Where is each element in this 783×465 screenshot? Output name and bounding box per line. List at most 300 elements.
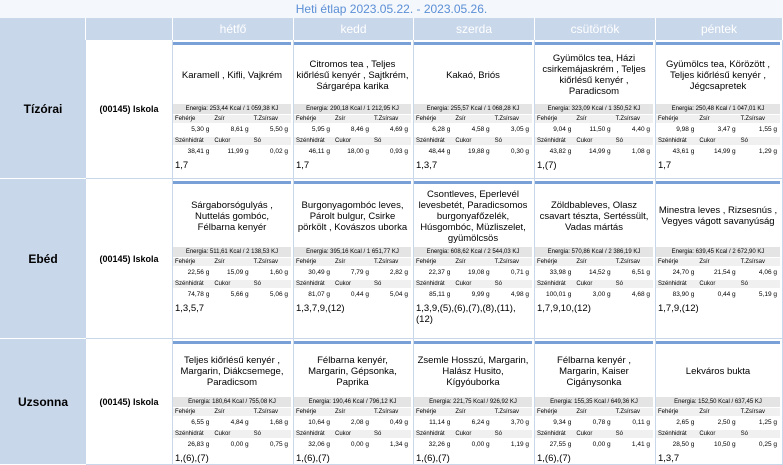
nutrient-value-protein: 6,55 g [191,419,210,426]
nutrient-values-row [173,266,291,280]
nutrient-value-sugar: 19,88 g [467,148,490,155]
nutrient-labels-row [414,137,532,145]
dish-name: Citromos tea , Teljes kiőrlésű kenyér , Sajtkrém, Sárgarépa karika [296,58,409,92]
nutrient-label-protein: Fehérje [296,116,317,122]
nutrient-value-sugar: 0,44 g [717,291,736,298]
nutrient-label-carb: Szénhidrát [296,138,325,144]
nutrient-value-salt: 1,29 g [758,148,777,155]
dish-name: Lekváros bukta [685,365,751,377]
cell-top-bar [535,341,653,344]
nutrient-label-carb: Szénhidrát [537,138,566,144]
day-header-thursday: csütörtök [535,18,656,40]
energy-value: Energia: 639,45 Kcal / 2 672,90 KJ [656,247,780,257]
energy-value: Energia: 253,44 Kcal / 1 059,38 KJ [173,104,291,114]
school-label: (00145) Iskola [86,179,173,339]
nutrient-label-fat: Zsír [455,259,466,265]
cell-top-bar [173,181,291,184]
nutrient-labels-row [414,408,532,416]
nutrient-value-carb: 32,26 g [428,441,451,448]
nutrient-value-salt: 0,25 g [758,441,777,448]
nutrient-value-protein: 24,70 g [672,269,695,276]
nutrient-labels-row [535,258,653,266]
nutrient-value-sugar: 0,00 g [350,441,369,448]
nutrient-label-sugar: Cukor [576,431,593,437]
nutrient-label-sugar: Cukor [214,431,231,437]
nutrient-label-salt: Só [373,431,382,437]
nutrient-label-sat_fat: T.Zsírsav [253,116,278,122]
page-title: Heti étlap 2023.05.22. - 2023.05.26. [0,0,783,18]
meal-label-uzsonna: Uzsonna [0,339,86,465]
nutrient-values-row [414,123,532,137]
nutrient-value-protein: 2,65 g [676,419,695,426]
nutrient-value-protein: 9,34 g [553,419,572,426]
header-school-spacer [86,18,173,40]
nutrient-value-sugar: 18,00 g [347,148,369,155]
nutrient-value-sat_fat: 2,82 g [389,269,408,276]
nutrient-values-row [294,145,411,159]
nutrient-label-sugar: Cukor [455,281,472,287]
nutrient-value-carb: 27,55 g [549,441,572,448]
nutrient-labels-row [414,280,532,288]
menu-cell-uzsonna-monday[interactable] [173,339,294,465]
nutrient-values-row [656,288,780,302]
nutrient-values-row [414,416,532,430]
nutrient-label-salt: Só [740,431,748,437]
nutrient-label-fat: Zsír [576,259,587,265]
allergen-codes: 1,3,7 [416,160,438,171]
nutrient-label-fat: Zsír [576,409,587,415]
nutrient-value-carb: 83,90 g [672,291,695,298]
nutrient-label-salt: Só [373,281,382,287]
day-header-friday: péntek [656,18,783,40]
nutrient-value-salt: 1,34 g [389,441,408,448]
nutrient-label-carb: Szénhidrát [658,431,687,437]
menu-cell-tizorai-friday[interactable] [656,40,783,179]
nutrient-label-salt: Só [615,281,623,287]
cell-top-bar [656,42,780,45]
nutrient-values-row [173,145,291,159]
nutrient-value-fat: 21,54 g [713,269,736,276]
nutrient-values-row [294,438,411,452]
nutrient-value-sat_fat: 1,55 g [758,126,777,133]
nutrient-label-sat_fat: T.Zsírsav [373,409,399,415]
nutrient-value-sat_fat: 0,71 g [510,269,529,276]
nutrient-labels-row [535,115,653,123]
energy-value: Energia: 323,09 Kcal / 1 350,52 KJ [535,104,653,114]
nutrient-value-fat: 8,61 g [230,126,249,133]
nutrient-label-sat_fat: T.Zsírsav [615,259,640,265]
cell-top-bar [173,42,291,45]
energy-value: Energia: 152,50 Kcal / 637,45 KJ [656,397,780,407]
nutrient-label-carb: Szénhidrát [296,431,325,437]
nutrient-value-sugar: 0,00 g [230,441,249,448]
nutrient-value-protein: 30,49 g [308,269,330,276]
nutrient-label-fat: Zsír [214,409,225,415]
cell-top-bar [414,341,532,344]
allergen-codes: 1,(6),(7) [175,453,209,464]
dish-name: Minestra leves , Rizsesnús , Vegyes vágott savanyúság [658,205,778,227]
cell-top-bar [414,181,532,184]
nutrient-value-protein: 9,98 g [676,126,695,133]
dish-name: Zsemle Hosszú, Margarin, Halász Husito, Kígyóuborka [417,354,529,388]
nutrient-label-sat_fat: T.Zsírsav [373,116,399,122]
menu-cell-uzsonna-friday[interactable] [656,339,783,465]
allergen-codes: 1,7 [175,160,189,171]
nutrient-labels-row [656,280,780,288]
nutrient-values-row [535,123,653,137]
nutrient-label-carb: Szénhidrát [175,138,204,144]
nutrient-label-protein: Fehérje [658,409,679,415]
nutrient-label-sat_fat: T.Zsírsav [494,116,519,122]
nutrient-label-protein: Fehérje [416,116,437,122]
nutrient-label-fat: Zsír [699,409,710,415]
dish-name: Sárgaborsógulyás , Nuttelás gombóc, Félbarna kenyér [191,199,273,233]
nutrient-value-carb: 81,07 g [308,291,330,298]
nutrient-label-carb: Szénhidrát [658,281,687,287]
nutrient-label-salt: Só [494,138,502,144]
nutrient-label-sat_fat: T.Zsírsav [494,409,519,415]
nutrient-label-sugar: Cukor [214,138,231,144]
energy-value: Energia: 250,48 Kcal / 1 047,01 KJ [656,104,780,114]
nutrient-label-salt: Só [740,281,748,287]
nutrient-values-row [173,438,291,452]
day-header-monday: hétfő [173,18,294,40]
nutrient-label-fat: Zsír [214,259,225,265]
nutrient-value-fat: 0,78 g [592,419,611,426]
energy-value: Energia: 290,18 Kcal / 1 212,95 KJ [294,104,411,114]
nutrient-label-salt: Só [615,431,623,437]
nutrient-label-sugar: Cukor [214,281,231,287]
nutrient-labels-row [294,280,411,288]
nutrient-labels-row [294,430,411,438]
nutrient-label-sat_fat: T.Zsírsav [494,259,519,265]
nutrient-label-fat: Zsír [576,116,587,122]
school-label: (00145) Iskola [86,339,173,465]
nutrient-value-fat: 15,09 g [226,269,249,276]
allergen-codes: 1,(6),(7) [296,453,330,464]
nutrient-value-salt: 0,30 g [510,148,529,155]
energy-value: Energia: 255,57 Kcal / 1 068,28 KJ [414,104,532,114]
nutrient-values-row [656,123,780,137]
nutrient-value-carb: 48,44 g [428,148,451,155]
day-header-wednesday: szerda [414,18,535,40]
nutrient-value-sugar: 5,66 g [230,291,249,298]
nutrient-values-row [535,416,653,430]
nutrient-label-salt: Só [373,138,382,144]
nutrient-label-sat_fat: T.Zsírsav [740,116,765,122]
nutrient-label-sat_fat: T.Zsírsav [615,116,640,122]
nutrient-value-protein: 11,14 g [429,419,451,426]
nutrient-label-fat: Zsír [334,259,346,265]
menu-cell-ebed-tuesday[interactable] [294,179,414,339]
menu-cell-ebed-thursday[interactable] [535,179,656,339]
dish-name: Kakaó, Briós [446,69,500,81]
nutrient-value-sugar: 0,00 g [471,441,490,448]
nutrient-labels-row [535,280,653,288]
nutrient-label-sat_fat: T.Zsírsav [373,259,399,265]
nutrient-label-carb: Szénhidrát [175,281,204,287]
menu-cell-tizorai-wednesday[interactable] [414,40,535,179]
nutrient-label-sat_fat: T.Zsírsav [253,409,278,415]
nutrient-labels-row [173,430,291,438]
nutrient-label-fat: Zsír [455,409,466,415]
nutrient-label-sugar: Cukor [576,281,593,287]
energy-value: Energia: 511,61 Kcal / 2 138,53 KJ [173,247,291,257]
nutrient-value-fat: 2,08 g [350,419,369,426]
nutrient-labels-row [294,137,411,145]
nutrient-label-fat: Zsír [455,116,466,122]
cell-top-bar [656,181,780,184]
nutrient-value-fat: 6,24 g [471,419,490,426]
nutrient-value-fat: 2,50 g [717,419,736,426]
nutrient-value-protein: 22,56 g [187,269,210,276]
nutrient-labels-row [535,137,653,145]
nutrient-label-protein: Fehérje [175,409,196,415]
nutrient-value-fat: 4,58 g [471,126,490,133]
nutrient-label-sat_fat: T.Zsírsav [615,409,640,415]
nutrient-values-row [535,145,653,159]
nutrient-label-protein: Fehérje [537,259,558,265]
meal-label-tizorai: Tízórai [0,40,86,179]
nutrient-label-fat: Zsír [334,116,346,122]
nutrient-value-protein: 10,64 g [308,419,330,426]
energy-value: Energia: 221,75 Kcal / 926,92 KJ [414,397,532,407]
nutrient-labels-row [294,408,411,416]
nutrient-values-row [535,288,653,302]
energy-value: Energia: 155,35 Kcal / 649,36 KJ [535,397,653,407]
nutrient-label-sugar: Cukor [334,431,351,437]
nutrient-labels-row [173,280,291,288]
nutrient-value-protein: 33,98 g [549,269,572,276]
nutrient-label-fat: Zsír [699,116,710,122]
dish-name: Csontleves, Eperlevél levesbetét, Paradicsomos burgonyafőzelék, Húsgombóc, Müzliszelet, gyümölcsös [418,188,528,244]
nutrient-value-sat_fat: 6,51 g [631,269,650,276]
nutrient-value-sat_fat: 3,70 g [510,419,529,426]
nutrient-value-sat_fat: 3,05 g [510,126,529,133]
allergen-codes: 1,3,7 [658,453,680,464]
nutrient-label-protein: Fehérje [175,116,196,122]
nutrient-values-row [656,145,780,159]
nutrient-label-salt: Só [253,431,261,437]
energy-value: Energia: 180,64 Kcal / 755,08 KJ [173,397,291,407]
nutrient-labels-row [656,408,780,416]
nutrient-values-row [656,266,780,280]
allergen-codes: 1,7 [296,160,310,171]
cell-top-bar [535,42,653,45]
nutrient-value-salt: 5,06 g [269,291,288,298]
menu-cell-ebed-monday[interactable] [173,179,294,339]
menu-cell-tizorai-tuesday[interactable] [294,40,414,179]
nutrient-value-fat: 8,46 g [350,126,369,133]
header-corner [0,18,86,40]
nutrient-values-row [535,266,653,280]
nutrient-value-protein: 5,30 g [191,126,210,133]
nutrient-value-sat_fat: 4,40 g [631,126,650,133]
cell-top-bar [173,341,291,344]
nutrient-values-row [294,288,411,302]
nutrient-value-sat_fat: 4,69 g [389,126,408,133]
nutrient-value-carb: 43,82 g [549,148,572,155]
nutrient-value-fat: 7,79 g [350,269,369,276]
nutrient-label-salt: Só [740,138,748,144]
nutrient-value-sat_fat: 1,68 g [269,419,288,426]
menu-cell-uzsonna-tuesday[interactable] [294,339,414,465]
nutrient-value-salt: 0,75 g [269,441,288,448]
nutrient-value-sugar: 3,00 g [592,291,611,298]
nutrient-labels-row [414,430,532,438]
nutrient-label-sat_fat: T.Zsírsav [740,409,765,415]
nutrient-label-protein: Fehérje [658,259,679,265]
nutrient-value-carb: 100,01 g [546,291,572,298]
nutrient-value-sugar: 0,44 g [350,291,369,298]
nutrient-value-carb: 85,11 g [429,291,451,298]
nutrient-label-sugar: Cukor [699,281,716,287]
nutrient-label-sugar: Cukor [334,281,351,287]
nutrient-values-row [535,438,653,452]
nutrient-value-carb: 26,83 g [187,441,210,448]
nutrient-labels-row [294,258,411,266]
nutrient-labels-row [173,137,291,145]
nutrient-value-salt: 4,68 g [631,291,650,298]
nutrient-value-sugar: 11,99 g [227,148,249,155]
allergen-codes: 1,3,9,(5),(6),(7),(8),(11),(12) [416,303,516,325]
cell-top-bar [294,341,411,344]
nutrient-values-row [294,266,411,280]
nutrient-value-sugar: 0,00 g [592,441,611,448]
energy-value: Energia: 190,46 Kcal / 796,12 KJ [294,397,411,407]
energy-value: Energia: 608,62 Kcal / 2 544,03 KJ [414,247,532,257]
nutrient-labels-row [173,115,291,123]
nutrient-value-salt: 1,19 g [510,441,529,448]
menu-cell-ebed-friday[interactable] [656,179,783,339]
nutrient-value-fat: 19,08 g [467,269,490,276]
nutrient-values-row [414,438,532,452]
nutrient-values-row [414,288,532,302]
nutrient-label-protein: Fehérje [175,259,196,265]
nutrient-labels-row [294,115,411,123]
nutrient-label-salt: Só [494,281,502,287]
nutrient-value-sat_fat: 1,25 g [758,419,777,426]
nutrient-values-row [414,145,532,159]
nutrient-value-sat_fat: 5,50 g [269,126,288,133]
nutrient-labels-row [535,430,653,438]
dish-name: Gyümölcs tea, Házi csirkemájaskrém , Teljes kiőrlésű kenyér , Paradicsom [542,53,646,97]
nutrient-values-row [173,123,291,137]
nutrient-label-fat: Zsír [334,409,346,415]
cell-top-bar [656,341,780,344]
allergen-codes: 1,7,9,10,(12) [537,303,591,314]
nutrient-values-row [294,416,411,430]
nutrient-values-row [173,416,291,430]
nutrient-label-salt: Só [494,431,502,437]
menu-cell-uzsonna-wednesday[interactable] [414,339,535,465]
allergen-codes: 1,7 [658,160,672,171]
nutrient-label-salt: Só [253,281,261,287]
nutrient-value-carb: 32,06 g [308,441,330,448]
nutrient-value-sugar: 14,99 g [713,148,736,155]
nutrient-label-protein: Fehérje [296,409,317,415]
nutrient-label-sugar: Cukor [455,138,472,144]
nutrient-value-carb: 74,78 g [187,291,210,298]
nutrient-label-carb: Szénhidrát [296,281,325,287]
menu-cell-ebed-wednesday[interactable] [414,179,535,339]
nutrient-labels-row [173,408,291,416]
allergen-codes: 1,(6),(7) [416,453,450,464]
dish-name: Karamell , Kifli, Vajkrém [181,69,283,81]
nutrient-label-salt: Só [615,138,623,144]
menu-cell-tizorai-thursday[interactable] [535,40,656,179]
nutrient-value-salt: 5,19 g [758,291,777,298]
dish-name: Félbarna kenyér , Margarin, Kaiser Cigánysonka [557,354,631,388]
nutrient-label-sugar: Cukor [699,431,716,437]
nutrient-label-carb: Szénhidrát [537,281,566,287]
nutrient-value-salt: 0,93 g [389,148,408,155]
menu-cell-tizorai-monday[interactable] [173,40,294,179]
nutrient-values-row [294,123,411,137]
meal-label-ebed: Ebéd [0,179,86,339]
nutrient-labels-row [656,115,780,123]
nutrient-value-protein: 22,37 g [428,269,451,276]
nutrient-values-row [414,266,532,280]
nutrient-value-carb: 43,61 g [672,148,695,155]
nutrient-value-salt: 5,04 g [389,291,408,298]
nutrient-value-sat_fat: 4,06 g [758,269,777,276]
nutrient-label-fat: Zsír [699,259,710,265]
nutrient-label-carb: Szénhidrát [416,138,445,144]
energy-value: Energia: 570,86 Kcal / 2 386,19 KJ [535,247,653,257]
nutrient-labels-row [535,408,653,416]
nutrient-labels-row [656,258,780,266]
nutrient-label-carb: Szénhidrát [416,281,445,287]
nutrient-label-salt: Só [253,138,261,144]
nutrient-labels-row [414,115,532,123]
nutrient-value-sat_fat: 1,60 g [269,269,288,276]
energy-value: Energia: 395,16 Kcal / 1 651,77 KJ [294,247,411,257]
nutrient-value-fat: 14,52 g [588,269,611,276]
allergen-codes: 1,7,9,(12) [658,303,699,314]
nutrient-label-sugar: Cukor [699,138,716,144]
nutrient-labels-row [414,258,532,266]
allergen-codes: 1,(7) [537,160,557,171]
nutrient-values-row [656,438,780,452]
nutrient-value-carb: 28,50 g [672,441,695,448]
nutrient-value-protein: 5,95 g [311,126,330,133]
nutrient-label-protein: Fehérje [658,116,679,122]
nutrient-value-sugar: 14,99 g [588,148,611,155]
nutrient-label-protein: Fehérje [416,259,437,265]
cell-top-bar [535,181,653,184]
nutrient-label-sugar: Cukor [576,138,593,144]
nutrient-value-carb: 38,41 g [187,148,210,155]
nutrient-label-carb: Szénhidrát [537,431,566,437]
nutrient-value-protein: 6,28 g [432,126,451,133]
nutrient-value-protein: 9,04 g [553,126,572,133]
school-label: (00145) Iskola [86,40,173,179]
day-header-tuesday: kedd [294,18,414,40]
dish-name: Zöldbableves, Olasz csavart tészta, Sertéssült, Vadas mártás [539,199,649,233]
nutrient-value-fat: 3,47 g [717,126,736,133]
nutrient-label-carb: Szénhidrát [416,431,445,437]
nutrient-values-row [656,416,780,430]
nutrient-label-sat_fat: T.Zsírsav [740,259,765,265]
dish-name: Gyümölcs tea, Körözött , Teljes kiőrlésű kenyér , Jégcsapretek [665,58,770,92]
nutrient-label-sugar: Cukor [334,138,351,144]
cell-top-bar [294,42,411,45]
nutrient-label-protein: Fehérje [416,409,437,415]
menu-cell-uzsonna-thursday[interactable] [535,339,656,465]
allergen-codes: 1,3,7,9,(12) [296,303,345,314]
dish-name: Félbarna kenyér, Margarin, Gépsonka, Paprika [308,354,397,388]
